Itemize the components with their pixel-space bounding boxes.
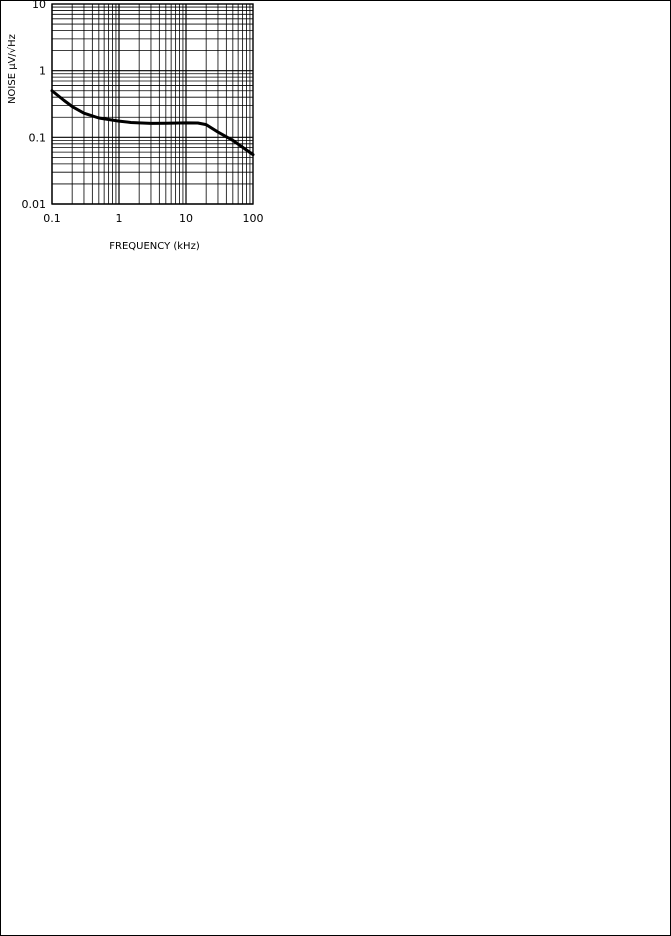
y-tick-label: 1 [39, 64, 46, 78]
x-tick-label: 10 [179, 212, 193, 225]
x-axis-title: FREQUENCY (kHz) [109, 241, 200, 252]
y-axis-title: NOISE μV/√Hz [7, 34, 18, 104]
x-tick-label: 100 [242, 212, 264, 225]
chart-grid [52, 4, 253, 204]
plot-area-frame [52, 4, 253, 204]
x-tick-label: 0.1 [43, 212, 61, 225]
x-tick-label: 1 [115, 212, 123, 225]
y-tick-label: 0.1 [28, 131, 46, 145]
y-tick-label: 10 [32, 0, 46, 11]
noise-series-line [52, 91, 253, 155]
y-tick-label: 0.01 [21, 198, 46, 211]
y-tick-labels [22, 0, 47, 211]
x-tick-labels [43, 212, 263, 225]
